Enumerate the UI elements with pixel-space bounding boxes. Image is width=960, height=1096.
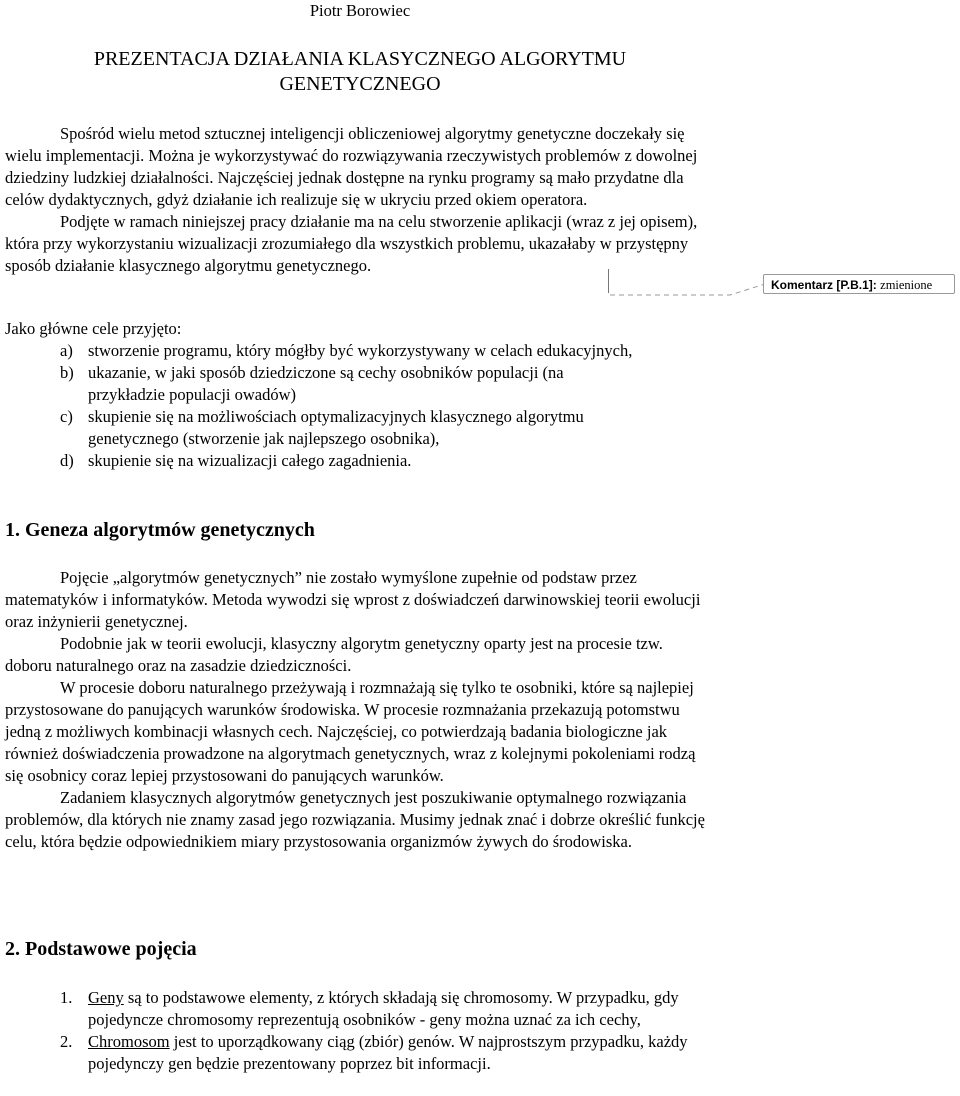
intro-paragraph-1: Spośród wielu metod sztucznej inteligencji obliczeniowej algorytmy genetyczne doczekały się wielu implementacji. Można je wykorzystywać do rozwiązywania rzeczywistych problemów z dowolnej dziedziny ludzkiej działalności. Najczęściej jednak dostępne na rynku programy są mało przydatne dla celów dydaktycznych, gdyż działanie ich realizuje się w ukryciu przed okiem operatora. (5, 124, 698, 209)
goal-text-a: stworzenie programu, który mógłby być wykorzystywany w celach edukacyjnych, (88, 341, 633, 360)
goal-text-b: ukazanie, w jaki sposób dziedziczone są cechy osobników populacji (na przykładzie populacji owadów) (88, 363, 564, 404)
definition-marker-1: 1. (60, 988, 73, 1007)
goals-section (5, 318, 715, 472)
comment-balloon[interactable] (763, 274, 955, 294)
definition-term-chromosome[interactable]: Chromosom (88, 1032, 170, 1051)
comment-value: zmienione (880, 278, 933, 292)
intro-paragraph-2: Podjęte w ramach niniejszej pracy działanie ma na celu stworzenie aplikacji (wraz z jej opisem), która przy wykorzystaniu wizualizacji zrozumiałego dla wszystkich problemu, ukazałaby w przystępny sposób działanie klasycznego algorytmu genetycznego. (5, 212, 698, 275)
goal-marker-a: a) (60, 341, 73, 360)
page-header-author: Piotr Borowiec (309, 1, 411, 20)
document-title-line-1: PREZENTACJA DZIAŁANIA KLASYCZNEGO ALGORYTMU (93, 48, 627, 70)
text-cursor (608, 269, 609, 293)
definition-item-chromosome (5, 1031, 705, 1075)
comment-connector-line (610, 270, 770, 300)
goal-text-d: skupienie się na wizualizacji całego zagadnienia. (88, 451, 412, 470)
definition-marker-2: 2. (60, 1032, 73, 1051)
document-title-line-2: GENETYCZNEGO (279, 73, 441, 95)
definition-text-genes: są to podstawowe elementy, z których składają się chromosomy. W przypadku, gdy pojedyncze chromosomy reprezentują osobników - geny można uznać za ich cechy, (88, 988, 679, 1029)
section-1-body (5, 567, 705, 853)
comment-tag: Komentarz [P.B.1]: (771, 278, 877, 292)
goal-item-a (5, 340, 715, 362)
section-1-paragraph-1: Pojęcie „algorytmów genetycznych” nie zostało wymyślone zupełnie od podstaw przez matematyków i informatyków. Metoda wywodzi się wprost z doświadczeń darwinowskiej teorii ewolucji oraz inżynierii genetycznej. (5, 568, 701, 631)
goal-text-c: skupienie się na możliwościach optymalizacyjnych klasycznego algorytmu genetycznego (stworzenie jak najlepszego osobnika), (88, 407, 584, 448)
section-1-paragraph-2: Podobnie jak w teorii ewolucji, klasyczny algorytm genetyczny oparty jest na procesie tzw. doboru naturalnego oraz na zasadzie dziedziczności. (5, 634, 663, 675)
goal-marker-c: c) (60, 407, 73, 426)
definition-item-genes (5, 987, 705, 1031)
goal-item-b (5, 362, 628, 406)
document-title (0, 47, 720, 97)
goal-marker-b: b) (60, 363, 74, 382)
definition-text-chromosome: jest to uporządkowany ciąg (zbiór) genów. W najprostszym przypadku, każdy pojedynczy gen będzie prezentowany poprzez bit informacji. (88, 1032, 688, 1073)
goal-item-c (5, 406, 668, 450)
section-2-body (5, 987, 705, 1075)
definition-term-genes[interactable]: Geny (88, 988, 124, 1007)
goal-item-d (5, 450, 715, 472)
intro-section (5, 123, 715, 277)
section-1-paragraph-4: Zadaniem klasycznych algorytmów genetycznych jest poszukiwanie optymalnego rozwiązania problemów, dla których nie znamy zasad jego rozwiązania. Musimy jednak znać i dobrze określić funkcję celu, która będzie odpowiednikiem miary przystosowania organizmów żywych do środowiska. (5, 788, 705, 851)
section-1-paragraph-3: W procesie doboru naturalnego przeżywają i rozmnażają się tylko te osobniki, które są najlepiej przystosowane do panujących warunków środowiska. W procesie rozmnażania przekazują potomstwu jedną z możliwych kombinacji własnych cech. Najczęściej, co potwierdzają badania biologiczne jak również doświadczenia prowadzone na algorytmach genetycznych, wraz z kolejnymi pokoleniami rodzą się osobnicy coraz lepiej przystosowani do panujących warunków. (5, 678, 696, 785)
goals-lead: Jako główne cele przyjęto: (5, 319, 182, 338)
section-2-heading: 2. Podstawowe pojęcia (5, 938, 197, 960)
section-1-heading: 1. Geneza algorytmów genetycznych (5, 519, 315, 541)
goal-marker-d: d) (60, 451, 74, 470)
